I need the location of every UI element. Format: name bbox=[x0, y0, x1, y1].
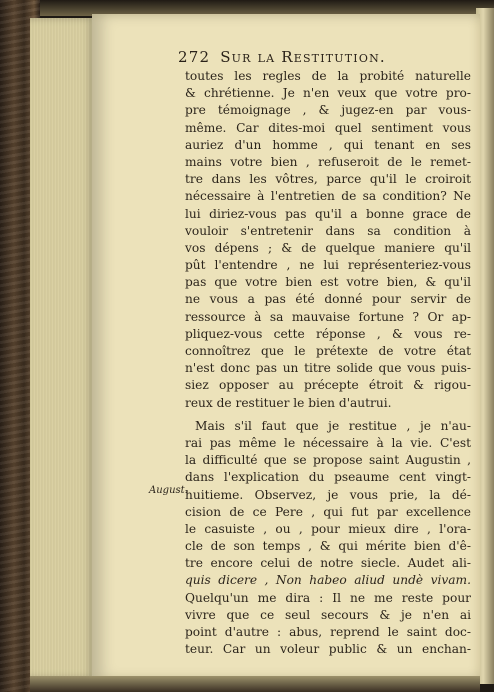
paragraph-1 bbox=[185, 68, 471, 412]
paragraph-2 bbox=[185, 418, 471, 659]
text-line: nécessaire à l'entretien de sa condition? Ne bbox=[185, 189, 471, 204]
running-title: Sur la Restitution. bbox=[220, 48, 386, 66]
text-line: dans l'explication du pseaume cent vingt- bbox=[185, 470, 471, 485]
body-text bbox=[185, 68, 471, 658]
text-line: teur. Car un voleur public & un enchan- bbox=[185, 642, 471, 657]
text-line: mains votre bien , refuseroit de le remet- bbox=[185, 154, 471, 169]
text-line: ressource à sa mauvaise fortune ? Or ap- bbox=[185, 309, 471, 324]
bottom-edge bbox=[30, 676, 480, 692]
text-line: connoîtrez que le prétexte de votre état bbox=[185, 344, 471, 358]
page-edges bbox=[30, 18, 96, 678]
text-line: reux de restituer le bien d'autrui. bbox=[185, 395, 392, 410]
text-line: n'est donc pas un titre solide que vous puis- bbox=[185, 361, 471, 376]
text-line: Mais s'il faut que je restitue , je n'au- bbox=[195, 418, 471, 433]
text-line: pliquez-vous cette réponse , & vous re- bbox=[185, 326, 471, 341]
text-line: cle de son temps , & qui mérite bien d'ê- bbox=[185, 539, 471, 554]
text-line: quis dicere , Non habeo aliud undè vivam. bbox=[185, 573, 471, 588]
text-line: tre dans les vôtres, parce qu'il le croiroit bbox=[185, 172, 471, 187]
text-line: vouloir s'entretenir dans sa condition à bbox=[185, 223, 471, 238]
text-line: le casuiste , ou , pour mieux dire , l'ora- bbox=[185, 521, 471, 536]
text-line: point d'autre : abus, reprend le saint doc- bbox=[185, 625, 471, 639]
text-line: & chrétienne. Je n'en veux que votre pro- bbox=[185, 86, 471, 101]
text-line: auriez d'un homme , qui tenant en ses bbox=[185, 137, 471, 152]
text-line: pas que votre bien est votre bien, & qu'il bbox=[185, 275, 471, 290]
text-line: toutes les regles de la probité naturelle bbox=[185, 69, 471, 83]
text-line: tre encore celui de notre siecle. Audet ali- bbox=[185, 556, 471, 571]
text-line: vos dépens ; & de quelque maniere qu'il bbox=[185, 240, 471, 255]
text-line: vivre que ce seul secours & je n'en ai bbox=[185, 607, 471, 622]
text-line: ne vous a pas été donné pour servir de bbox=[185, 292, 471, 307]
margin-note: August. bbox=[149, 485, 188, 496]
text-line: cision de ce Pere , qui fut par excellence bbox=[185, 504, 471, 519]
text-line: pre témoignage , & jugez-en par vous- bbox=[185, 103, 471, 118]
text-line: la difficulté que se propose saint Augustin , bbox=[185, 453, 471, 468]
text-line: huitieme. Observez, je vous prie, la dé- bbox=[185, 487, 471, 502]
text-line: lui diriez-vous pas qu'il a bonne grace de bbox=[185, 206, 471, 221]
text-line: pût l'entendre , ne lui représenteriez-vous bbox=[185, 258, 471, 273]
page-header bbox=[178, 48, 386, 66]
text-line: même. Car dites-moi quel sentiment vous bbox=[185, 120, 471, 135]
text-line: siez opposer au précepte étroit & rigou- bbox=[185, 378, 471, 393]
text-line: Quelqu'un me dira : Il ne me reste pour bbox=[185, 590, 471, 605]
text-line: rai pas même le nécessaire à la vie. C'est bbox=[185, 435, 471, 450]
page-number: 272 bbox=[178, 48, 211, 66]
